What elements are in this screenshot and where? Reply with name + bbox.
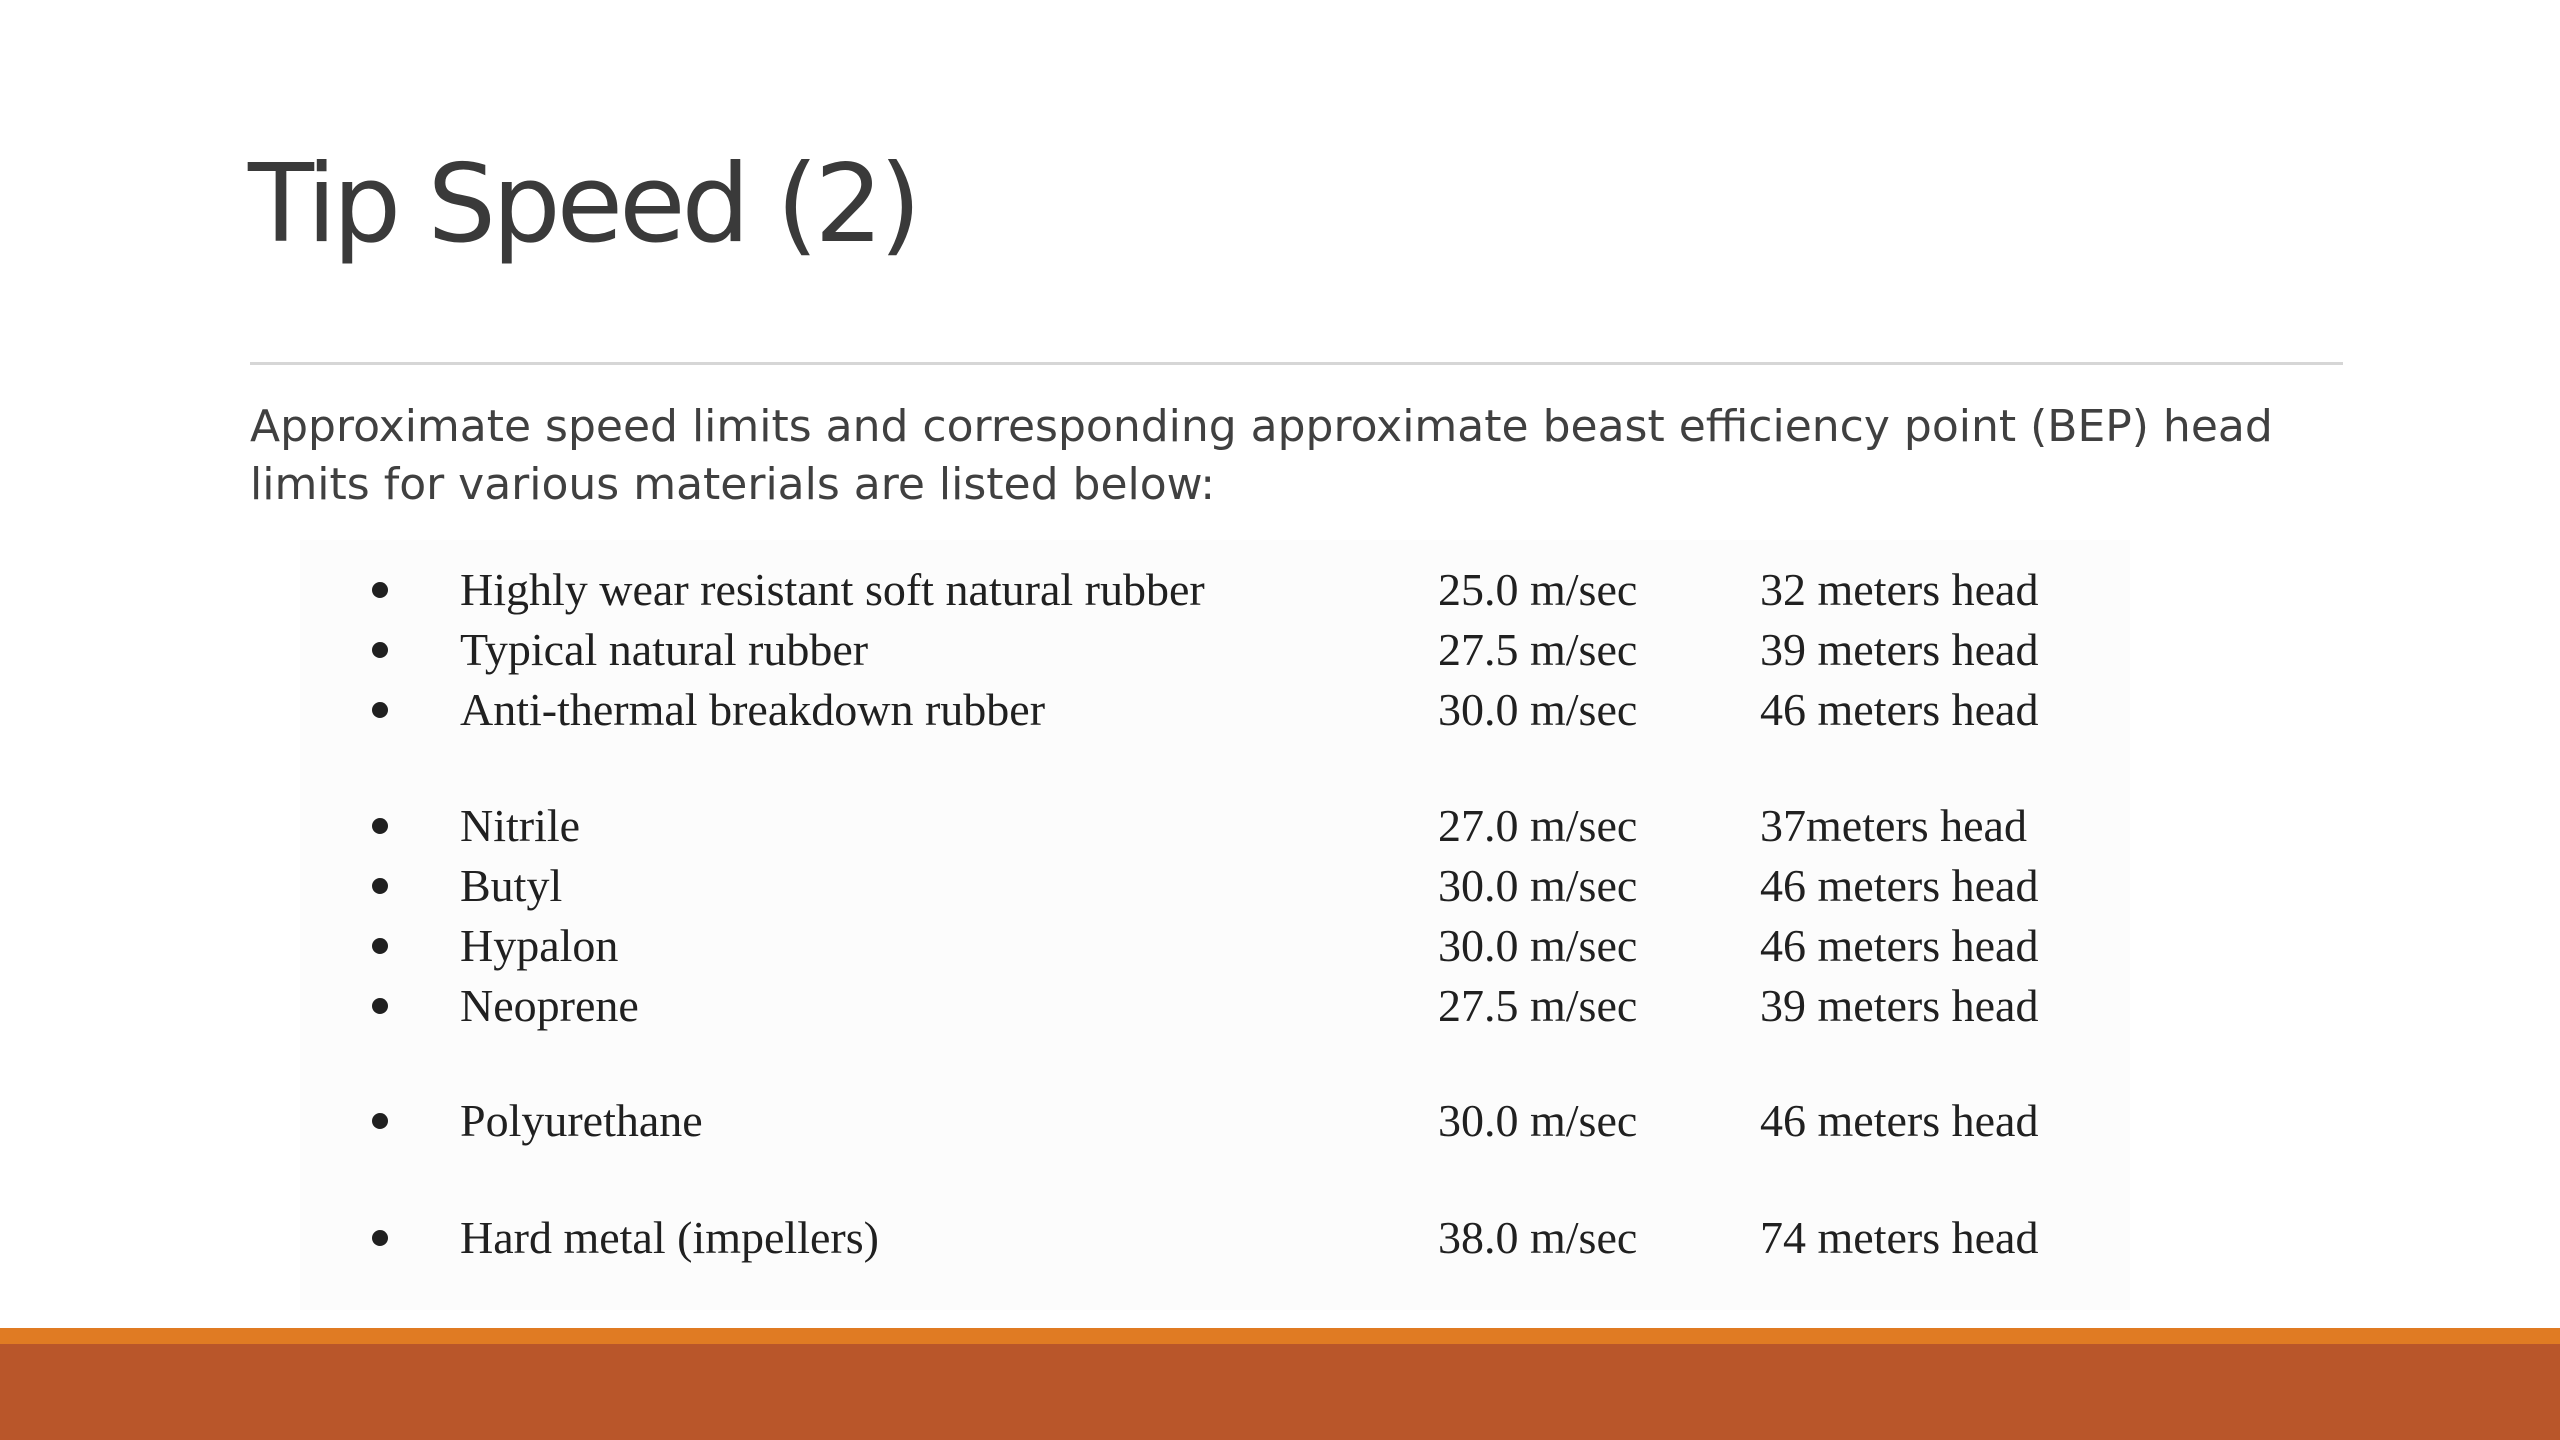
table-row [300,1208,2130,1268]
head-limit: 46 meters head [1760,860,2039,911]
speed-limit: 25.0 m/sec [1438,564,1638,615]
bullet-icon [372,818,388,834]
head-limit: 74 meters head [1760,1212,2039,1263]
bullet-icon [372,938,388,954]
bullet-icon [372,642,388,658]
speed-limit: 30.0 m/sec [1438,684,1638,735]
table-row [300,560,2130,620]
speed-limit: 27.5 m/sec [1438,980,1638,1031]
speed-limit: 38.0 m/sec [1438,1212,1638,1263]
bullet-icon [372,702,388,718]
head-limit: 32 meters head [1760,564,2039,615]
bullet-icon [372,878,388,894]
bullet-icon [372,1230,388,1246]
head-limit: 39 meters head [1760,980,2039,1031]
speed-limit: 30.0 m/sec [1438,1095,1638,1146]
intro-paragraph: Approximate speed limits and corresponding approximate beast efficiency point (BEP) head limits for various materials are listed below: [250,401,2273,510]
bullet-icon [372,1113,388,1129]
material-name: Neoprene [460,980,639,1031]
material-name: Hard metal (impellers) [460,1212,879,1263]
footer-band [0,1344,2560,1440]
title-divider [250,362,2343,365]
material-name: Nitrile [460,800,581,851]
table-row [300,856,2130,916]
table-row [300,620,2130,680]
slide-title: Tip Speed (2) [248,142,918,267]
material-name: Anti-thermal breakdown rubber [460,684,1046,735]
head-limit: 39 meters head [1760,624,2039,675]
material-name: Highly wear resistant soft natural rubber [460,564,1205,615]
bullet-icon [372,582,388,598]
table-row [300,1091,2130,1151]
head-limit: 46 meters head [1760,684,2039,735]
bullet-icon [372,998,388,1014]
material-name: Hypalon [460,920,619,971]
table-row [300,976,2130,1036]
head-limit: 37meters head [1760,800,2027,851]
head-limit: 46 meters head [1760,920,2039,971]
speed-limit: 30.0 m/sec [1438,920,1638,971]
material-speed-table [300,540,2130,1310]
head-limit: 46 meters head [1760,1095,2039,1146]
speed-limit: 27.5 m/sec [1438,624,1638,675]
table-row [300,796,2130,856]
material-name: Polyurethane [460,1095,703,1146]
speed-limit: 30.0 m/sec [1438,860,1638,911]
speed-limit: 27.0 m/sec [1438,800,1638,851]
table-row [300,916,2130,976]
footer-accent-bar [0,1328,2560,1344]
material-name: Butyl [460,860,563,911]
table-row [300,680,2130,740]
material-name: Typical natural rubber [460,624,869,675]
